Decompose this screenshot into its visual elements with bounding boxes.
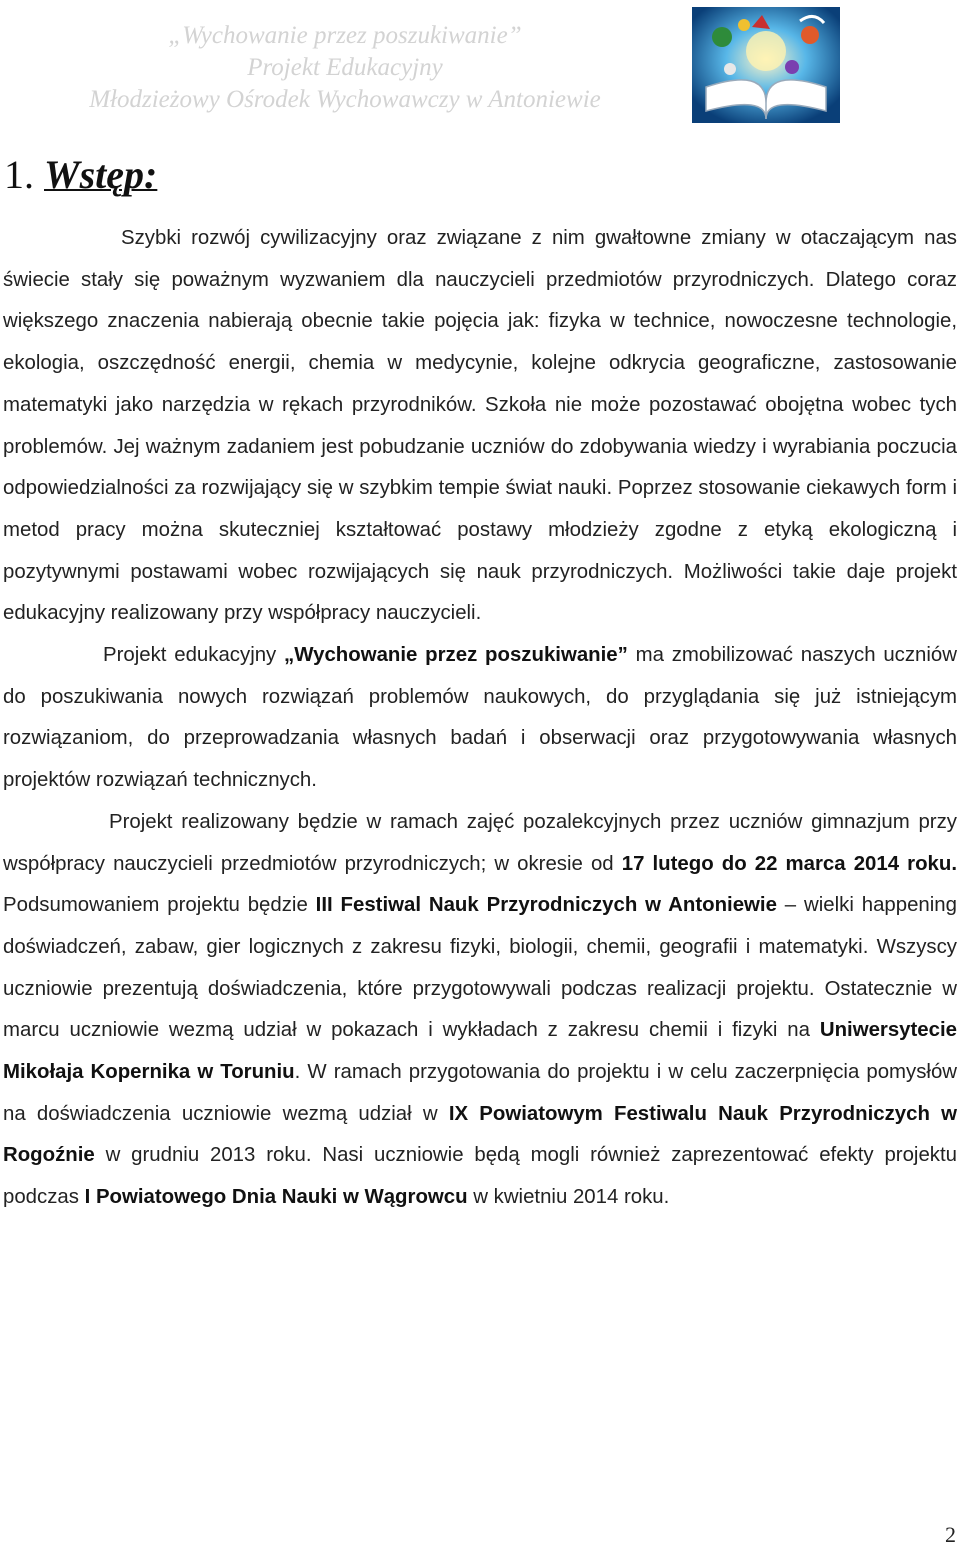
text-span: w kwietniu 2014 roku. xyxy=(467,1186,670,1209)
text-span: Projekt edukacyjny xyxy=(103,644,285,667)
project-name-bold: „Wychowanie przez poszukiwanie” xyxy=(284,644,628,667)
text-span: w grudniu 2013 roku. Nasi uczniowie będą mogli również zaprezentować efekty projektu podczas xyxy=(3,1144,957,1209)
text-span: Podsumowaniem projektu będzie xyxy=(3,894,316,917)
paragraph-project-schedule xyxy=(3,802,957,1219)
document-header xyxy=(0,20,690,116)
science-day-name-bold: I Powiatowego Dnia Nauki w Wągrowcu xyxy=(84,1186,468,1209)
text-span: ma zmobilizować naszych uczniów do poszukiwania nowych rozwiązań problemów naukowych, do przyglądania się już istniejącym rozwiązaniom, do przeprowadzania własnych badań i obserwacji oraz przygotowywania własnych projektów rozwiązań technicznych. xyxy=(3,644,957,792)
open-book-science-logo xyxy=(692,7,840,123)
paragraph-intro xyxy=(3,218,957,635)
header-project-type: Projekt Edukacyjny xyxy=(247,54,443,81)
paragraph-intro-text: Szybki rozwój cywilizacyjny oraz związane z nim gwałtowne zmiany w otaczającym nas świecie stały się poważnym wyzwaniem dla nauczycieli przedmiotów przyrodniczych. Dlatego coraz większego znaczenia nabierają obecnie takie pojęcia jak: fizyka w technice, nowoczesne technologie, ekologia, oszczędność energii, chemia w medycynie, kolejne odkrycia geograficzne, zastosowanie matematyki jako narzędzia w rękach przyrodników. Szkoła nie może pozostawać obojętna wobec tych problemów. Jej ważnym zadaniem jest pobudzanie uczniów do zdobywania wiedzy i wyrabiania poczucia odpowiedzialności za rozwijający się w szybkim tempie świat nauki. Poprzez stosowanie ciekawych form i metod pracy można skuteczniej kształtować postawy młodzieży zgodne z etyką ekologiczną i pozytywnymi postawami wobec rozwijających się nauk przyrodniczych. Możliwości takie daje projekt edukacyjny realizowany przy współpracy nauczycieli. xyxy=(3,227,957,625)
header-institution: Młodzieżowy Ośrodek Wychowawczy w Antoniewie xyxy=(89,86,601,113)
paragraph-project-goal xyxy=(3,635,957,802)
logo-illustration xyxy=(692,7,840,123)
text-span: – wielki happening doświadczeń, zabaw, gier logicznych z zakresu fizyki, biologii, chemii, geografii i matematyki. Wszyscy uczniowie prezentują doświadczenia, które przygotowywali podczas realizacji projektu. Ostatecznie w marcu uczniowie wezmą udział w pokazach i wykładach z zakresu chemii i fizyki na xyxy=(3,894,957,1042)
university-name-bold: Uniwersytecie Mikołaja Kopernika w Toruniu xyxy=(3,1019,957,1084)
festival-name-bold: III Festiwal Nauk Przyrodniczych w Antoniewie xyxy=(315,894,777,917)
document-body xyxy=(3,218,957,1219)
text-span: . W ramach przygotowania do projektu i w celu zaczerpnięcia pomysłów na doświadczenia uczniowie wezmą udział w xyxy=(3,1061,958,1125)
header-project-title: „Wychowanie przez poszukiwanie” xyxy=(168,22,522,49)
date-range-bold: 17 lutego do 22 marca 2014 roku. xyxy=(621,852,957,875)
section-title: Wstęp: xyxy=(44,152,158,197)
section-number: 1. xyxy=(4,152,34,197)
text-span: Projekt realizowany będzie w ramach zajęć pozalekcyjnych przez uczniów gimnazjum przy współpracy nauczycieli przedmiotów przyrodniczych; w okresie od xyxy=(3,810,957,875)
page-number: 2 xyxy=(945,1522,956,1547)
section-heading xyxy=(4,150,157,200)
county-festival-name-bold: IX Powiatowym Festiwalu Nauk Przyrodniczych w Rogoźnie xyxy=(3,1102,957,1167)
